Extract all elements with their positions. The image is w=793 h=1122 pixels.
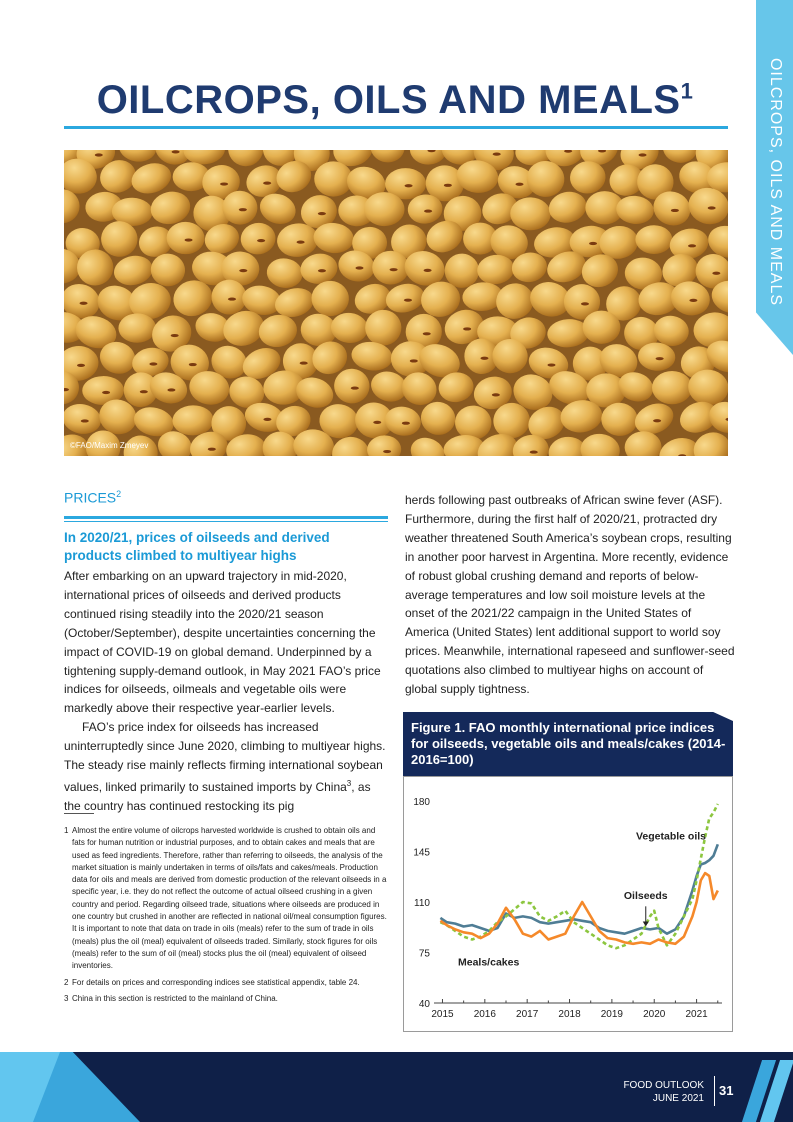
soybean-hilum <box>402 422 410 425</box>
footnote-rule <box>64 813 94 814</box>
footnote-3 <box>64 993 388 1005</box>
soybean-hilum <box>530 450 538 453</box>
footer-title: FOOD OUTLOOK <box>623 1080 704 1091</box>
title-rule <box>64 126 728 129</box>
soybean-hilum <box>355 266 363 269</box>
footnotes <box>64 825 388 1009</box>
page-number: 31 <box>719 1083 734 1098</box>
page-title <box>60 78 730 123</box>
soybean-hilum <box>516 183 524 186</box>
paragraph-1: After embarking on an upward trajectory in mid-2020, international prices of oilseeds and derived products continued rising steadily into the 2020/21 season (October/September), despite uncertainties concerning the impact of COVID-19 on global demand. Underpinned by a tightening supply-demand outlook, in May 2021 FAO’s price indices for oilseeds, oilmeals and vegetable oils were markedly above their respective year-earlier levels. <box>64 569 381 716</box>
soybean <box>652 371 692 404</box>
x-tick-label: 2016 <box>473 1009 496 1020</box>
soybean-hilum <box>149 362 157 365</box>
soybean <box>368 150 407 165</box>
soybean <box>256 312 300 351</box>
y-tick-label: 110 <box>414 898 430 909</box>
chart-panel <box>403 776 733 1032</box>
x-tick-label: 2020 <box>643 1009 666 1020</box>
section-heading-mark: 2 <box>116 489 122 499</box>
soybean-hilum <box>140 390 148 393</box>
x-tick-label: 2021 <box>685 1009 708 1020</box>
soybean-hilum <box>424 209 432 212</box>
soybean-hilum <box>548 363 556 366</box>
footer-separator <box>714 1076 715 1106</box>
footer-publication <box>623 1079 704 1105</box>
x-tick-label: 2018 <box>558 1009 581 1020</box>
soybean-hilum <box>653 419 661 422</box>
series-label-meals: Meals/cakes <box>458 956 520 969</box>
soybean-hilum <box>688 244 696 247</box>
soybean-hilum <box>373 421 381 424</box>
title-footnote-mark: 1 <box>680 78 694 104</box>
footnote-ref-3: 3 <box>346 778 352 788</box>
soybean <box>624 430 662 456</box>
y-tick-label: 75 <box>418 948 430 960</box>
section-heading <box>64 489 121 506</box>
soybean <box>364 309 402 347</box>
paragraph-2 <box>64 718 388 816</box>
footer-date: JUNE 2021 <box>652 1093 704 1104</box>
left-column-text <box>64 567 388 816</box>
soybean <box>331 436 370 456</box>
paragraph-2-part-1: FAO’s price index for oilseeds has increased uninterruptedly since June 2020, climbing to multiyear highs. The steady rise mainly reflects firming international soybean values, linked primarily to sustained imports by China <box>64 720 386 794</box>
soybean <box>64 189 80 224</box>
soybean-hilum <box>300 361 308 364</box>
soybean-hilum <box>172 150 180 153</box>
soybean <box>298 251 339 286</box>
soybean-hilum <box>423 332 431 335</box>
section-rule <box>64 516 388 519</box>
soybean-hilum <box>589 242 597 245</box>
price-index-chart <box>404 777 732 1031</box>
soybean-hilum <box>383 450 391 453</box>
soybean-hilum <box>639 153 647 156</box>
soybean-hilum <box>318 212 326 215</box>
soybean-hilum <box>444 184 452 187</box>
soybean-hilum <box>208 448 216 451</box>
soybean-hilum <box>708 206 716 209</box>
footnote-1 <box>64 825 388 973</box>
soybean-hilum <box>463 327 471 330</box>
footnote-2 <box>64 977 388 989</box>
soybean-hilum <box>171 334 179 337</box>
x-tick-label: 2017 <box>516 1009 539 1020</box>
series-oilseeds-line <box>440 844 717 933</box>
soybean-hilum <box>263 182 271 185</box>
series-label-vegetable_oils: Vegetable oils <box>635 830 706 843</box>
section-rule-thin <box>64 521 388 522</box>
soybean-hilum <box>410 359 418 362</box>
photo-credit: ©FAO/Maxim Zmeyev <box>70 441 149 450</box>
soybean <box>227 150 264 167</box>
soybean-hilum <box>492 393 500 396</box>
figure-title: Figure 1. FAO monthly international price indices for oilseeds, vegetable oils and meals/cakes (2014-2016=100) <box>411 720 726 767</box>
oilseeds-arrowhead <box>643 922 649 927</box>
footnote-text: China in this section is restricted to the mainland of China. <box>72 993 278 1003</box>
soybean-hilum <box>80 302 88 305</box>
soybean-hilum <box>81 419 89 422</box>
soybean-hilum <box>404 299 412 302</box>
soybean <box>579 432 621 456</box>
paragraph-2-part-2: , as the country has continued restocking its pig <box>64 779 371 813</box>
soybean-hilum <box>671 209 679 212</box>
soybean-hilum <box>390 268 398 271</box>
soybeans-photo <box>64 150 728 456</box>
soybean <box>238 220 277 256</box>
soybean-hilum <box>581 302 589 305</box>
soybean <box>172 405 214 436</box>
side-tab-label: OILCROPS, OILS AND MEALS <box>767 57 784 307</box>
soybean-hilum <box>95 153 103 156</box>
series-label-oilseeds: Oilseeds <box>623 890 668 903</box>
footnote-mark: 1 <box>64 826 69 835</box>
soybean-hilum <box>297 241 305 244</box>
footnote-text: For details on prices and corresponding indices see statistical appendix, table 24. <box>72 977 360 987</box>
soybean-hilum <box>689 299 697 302</box>
x-tick-label: 2019 <box>600 1009 624 1020</box>
soybean-hilum <box>656 357 664 360</box>
soybean <box>329 311 369 345</box>
soybean <box>406 433 449 456</box>
soybean-hilum <box>351 386 359 389</box>
soybean <box>265 256 305 291</box>
soybean-hilum <box>185 238 193 241</box>
y-tick-label: 40 <box>418 999 430 1010</box>
soybean-hilum <box>424 269 432 272</box>
y-tick-label: 180 <box>413 797 430 808</box>
soybean-hilum <box>102 391 110 394</box>
soybean-hilum <box>239 269 247 272</box>
soybean <box>635 225 673 254</box>
soybean <box>311 280 350 317</box>
soybean-hilum <box>77 364 85 367</box>
soybean-hilum <box>239 208 247 211</box>
soybean-hilum <box>480 357 488 360</box>
footnote-mark: 3 <box>64 993 69 1003</box>
soybean <box>333 367 371 405</box>
right-column-text: herds following past outbreaks of African swine fever (ASF). Furthermore, during the first half of 2020/21, protracted dry weather threatened South America’s soybean crops, resulting in another poor harvest in Argentina. More recently, evidence of robust global crushing demand and reports of below-average temperatures and low soil moisture levels at the onset of the 2021/22 campaign in the United States of America (United States) lent additional support to world soy prices. Meanwhile, international rapeseed and sunflower-seed quotations also climbed to multiyear highs on account of global supply tightness. <box>405 493 735 697</box>
soybean-hilum <box>493 153 501 156</box>
section-heading-text: PRICES <box>64 489 117 506</box>
soybean-hilum <box>220 182 228 185</box>
soybean-hilum <box>167 388 175 391</box>
soybean-hilum <box>189 363 197 366</box>
soybean <box>166 222 205 255</box>
soybean-hilum <box>257 239 265 242</box>
y-tick-label: 145 <box>413 847 430 859</box>
soybean-hilum <box>712 272 720 275</box>
page-title-text: OILCROPS, OILS AND MEALS <box>96 78 681 122</box>
soybean <box>383 404 424 439</box>
x-tick-label: 2015 <box>431 1009 454 1020</box>
soybean-hilum <box>405 184 413 187</box>
soybean-hilum <box>318 269 326 272</box>
section-subheading: In 2020/21, prices of oilseeds and derived products climbed to multiyear highs <box>64 530 330 563</box>
soybean-hilum <box>228 297 236 300</box>
soybean-hilum <box>263 418 271 421</box>
footnote-mark: 2 <box>64 977 69 987</box>
footnote-text: Almost the entire volume of oilcrops harvested worldwide is crushed to obtain oils and fats for human nutrition or industrial purposes, and to obtain cakes and meals that are used as feed ingredients. Therefore, rather than referring to oilseeds, the analysis of the market situation is mainly undertaken in terms of oils/fats and cakes/meals. Production data for oils and meals are derived from domestic production of the relevant oilseeds in a specific year, i.e. they do not reflect the outcome of actual oilseed crushing in a given country and period. Regarding oilseed trade, situations where oilseeds are produced in one country but crushed in another are reflected in national oil/meal consumption figures. It is important to note that data on trade in oils (meals) refer to the sum of trade in oils (meals) plus the oil (meal) equivalent of oilseeds traded. Similarly, stock figures for oils (meals) refer to the sum of oil (meal) stocks plus the oil (meal) equivalent of oilseed inventories. <box>72 826 387 971</box>
